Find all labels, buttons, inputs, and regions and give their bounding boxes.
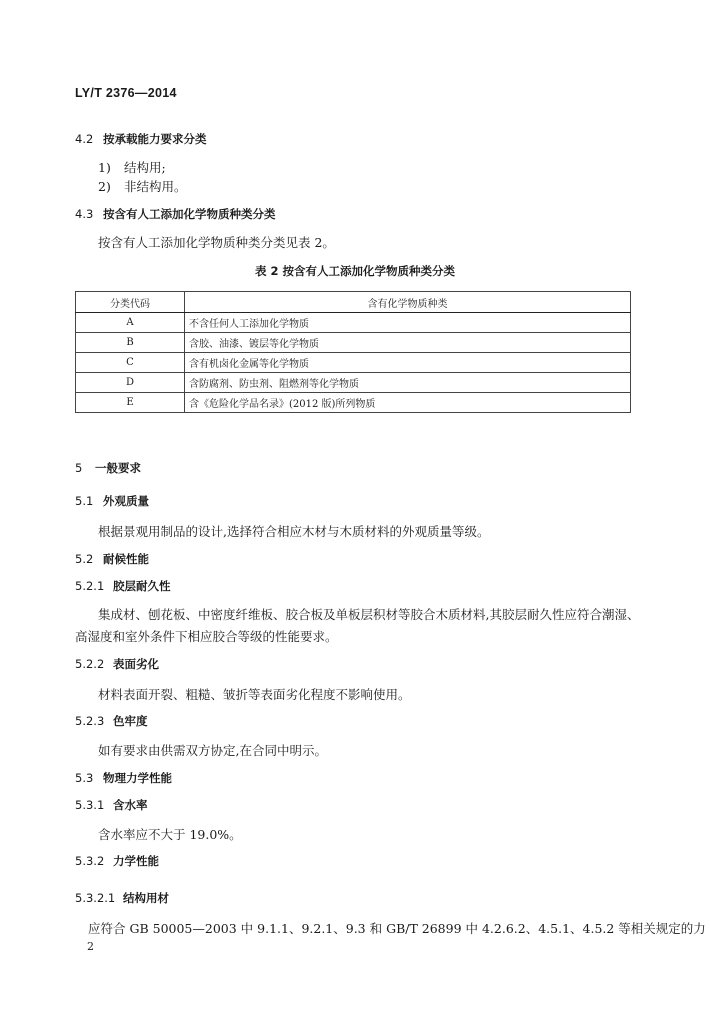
heading-5-2-2	[75, 656, 159, 672]
section-title: 物理力学性能	[103, 771, 172, 785]
heading-5-3-2	[75, 853, 159, 869]
list-item	[98, 177, 187, 195]
table-cell-code: A	[76, 313, 185, 333]
section-title: 一般要求	[95, 461, 141, 475]
table-cell-desc: 含《危险化学品名录》(2012 版)所列物质	[185, 393, 631, 413]
list-number: 1)	[98, 160, 111, 175]
table-cell-desc: 含防腐剂、防虫剂、阻燃剂等化学物质	[185, 373, 631, 393]
paragraph: 按含有人工添加化学物质种类分类见表 2。	[98, 235, 335, 250]
section-title: 结构用材	[123, 891, 169, 905]
list-item	[98, 158, 166, 176]
section-number: 5.3.2	[75, 854, 105, 868]
section-number: 5.2.1	[75, 579, 105, 593]
section-number: 5.2.3	[75, 714, 105, 728]
section-number: 4.2	[75, 132, 94, 146]
heading-5	[75, 460, 141, 476]
paragraph: 应符合 GB 50005—2003 中 9.1.1、9.2.1、9.3 和 GB/T 26899 中 4.2.6.2、4.5.1、4.5.2 等相关规定的力	[88, 921, 706, 936]
heading-4-2	[75, 131, 207, 147]
section-number: 5.1	[75, 494, 94, 508]
table-row	[76, 353, 631, 373]
table-cell-desc: 含有机卤化金属等化学物质	[185, 353, 631, 373]
section-title: 外观质量	[103, 494, 149, 508]
heading-5-3-2-1	[75, 890, 169, 906]
table-cell-code: C	[76, 353, 185, 373]
heading-5-3	[75, 770, 172, 786]
heading-5-2	[75, 551, 149, 567]
paragraph-line: 高湿度和室外条件下相应胶合等级的性能要求。	[75, 629, 338, 644]
heading-5-1	[75, 493, 149, 509]
section-title: 色牢度	[113, 714, 148, 728]
section-title: 耐候性能	[103, 552, 149, 566]
section-number: 5.3.1	[75, 798, 105, 812]
section-number: 5	[75, 461, 83, 475]
section-title: 力学性能	[113, 854, 159, 868]
column-header: 含有化学物质种类	[185, 292, 631, 313]
list-number: 2)	[98, 179, 111, 194]
heading-5-3-1	[75, 797, 148, 813]
table-row	[76, 373, 631, 393]
table-cell-desc: 不含任何人工添加化学物质	[185, 313, 631, 333]
standard-number: LY/T 2376—2014	[75, 86, 177, 100]
section-title: 表面劣化	[113, 657, 159, 671]
section-title: 含水率	[113, 798, 148, 812]
section-number: 5.2.2	[75, 657, 105, 671]
paragraph: 材料表面开裂、粗糙、皱折等表面劣化程度不影响使用。	[98, 687, 411, 702]
paragraph: 如有要求由供需双方协定,在合同中明示。	[98, 743, 327, 758]
table-header-row	[76, 292, 631, 313]
classification-table	[75, 291, 631, 413]
table-row	[76, 393, 631, 413]
list-text: 非结构用。	[124, 179, 187, 194]
table-cell-code: D	[76, 373, 185, 393]
heading-5-2-1	[75, 578, 171, 594]
section-number: 5.3.2.1	[75, 891, 116, 905]
paragraph: 含水率应不大于 19.0%。	[98, 827, 242, 842]
page-number: 2	[87, 940, 94, 953]
section-number: 5.3	[75, 771, 94, 785]
table-cell-code: B	[76, 333, 185, 353]
table-row	[76, 333, 631, 353]
list-text: 结构用;	[124, 160, 166, 175]
section-title: 按承载能力要求分类	[103, 132, 207, 146]
section-title: 按含有人工添加化学物质种类分类	[103, 207, 276, 221]
paragraph-line: 集成材、刨花板、中密度纤维板、胶合板及单板层积材等胶合木质材料,其胶层耐久性应符合潮湿、	[98, 607, 640, 622]
heading-5-2-3	[75, 713, 148, 729]
section-number: 4.3	[75, 207, 94, 221]
table-row	[76, 313, 631, 333]
section-title: 胶层耐久性	[113, 579, 171, 593]
column-header: 分类代码	[76, 292, 185, 313]
table-caption: 表 2 按含有人工添加化学物质种类分类	[254, 264, 455, 278]
table-cell-desc: 含胶、油漆、镀层等化学物质	[185, 333, 631, 353]
heading-4-3	[75, 206, 276, 222]
section-number: 5.2	[75, 552, 94, 566]
paragraph: 根据景观用制品的设计,选择符合相应木材与木质材料的外观质量等级。	[98, 524, 490, 539]
table-cell-code: E	[76, 393, 185, 413]
